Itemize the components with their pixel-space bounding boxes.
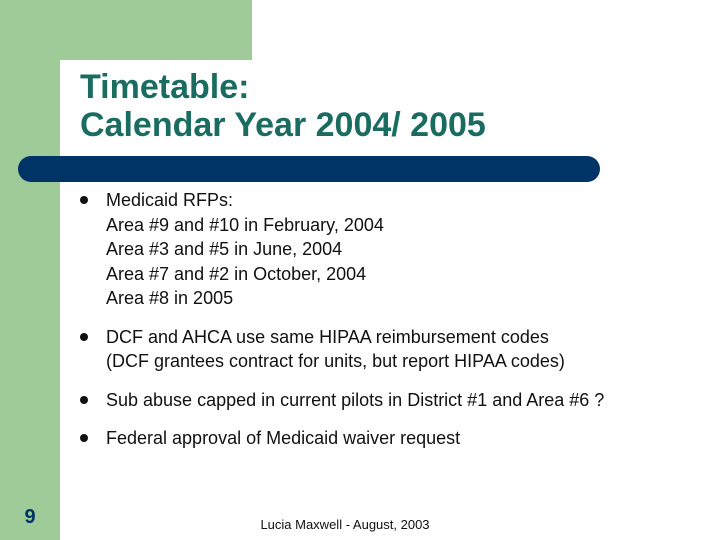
bullet-line: Area #7 and #2 in October, 2004: [106, 263, 367, 284]
bullet-dot-icon: [80, 434, 88, 442]
green-top-band: [0, 0, 252, 60]
title-underline-bar: [18, 156, 600, 182]
bullet-line: (DCF grantees contract for units, but report HIPAA codes): [106, 351, 565, 371]
bullet-item-federal-approval: [78, 426, 698, 451]
bullet-item-sub-abuse: [78, 388, 698, 413]
bullet-dot-icon: [80, 396, 88, 404]
bullet-dot-icon: [80, 333, 88, 341]
title-line-1: Timetable:: [80, 68, 250, 106]
bullet-line: Area #8 in 2005: [106, 288, 234, 308]
slide-number: 9: [24, 506, 36, 528]
title-line-2: Calendar Year 2004/ 2005: [80, 106, 486, 144]
bullet-line: Sub abuse capped in current pilots in District #1 and Area #6 ?: [106, 389, 605, 410]
slide-title: [80, 68, 680, 144]
green-side-band: [0, 0, 60, 540]
bullet-dot-icon: [80, 196, 88, 204]
footer-text: Lucia Maxwell - August, 2003: [260, 517, 430, 532]
bullet-line: Medicaid RFPs:: [106, 190, 234, 210]
bullet-item-medicaid-rfps: [78, 188, 698, 311]
bullet-line: DCF and AHCA use same HIPAA reimbursement codes: [106, 326, 549, 347]
bullet-line: Area #3 and #5 in June, 2004: [106, 239, 343, 259]
bullet-list: [78, 188, 698, 451]
bullet-line: Federal approval of Medicaid waiver request: [106, 428, 461, 448]
bullet-line: Area #9 and #10 in February, 2004: [106, 214, 384, 235]
bullet-item-hipaa-codes: [78, 325, 698, 374]
